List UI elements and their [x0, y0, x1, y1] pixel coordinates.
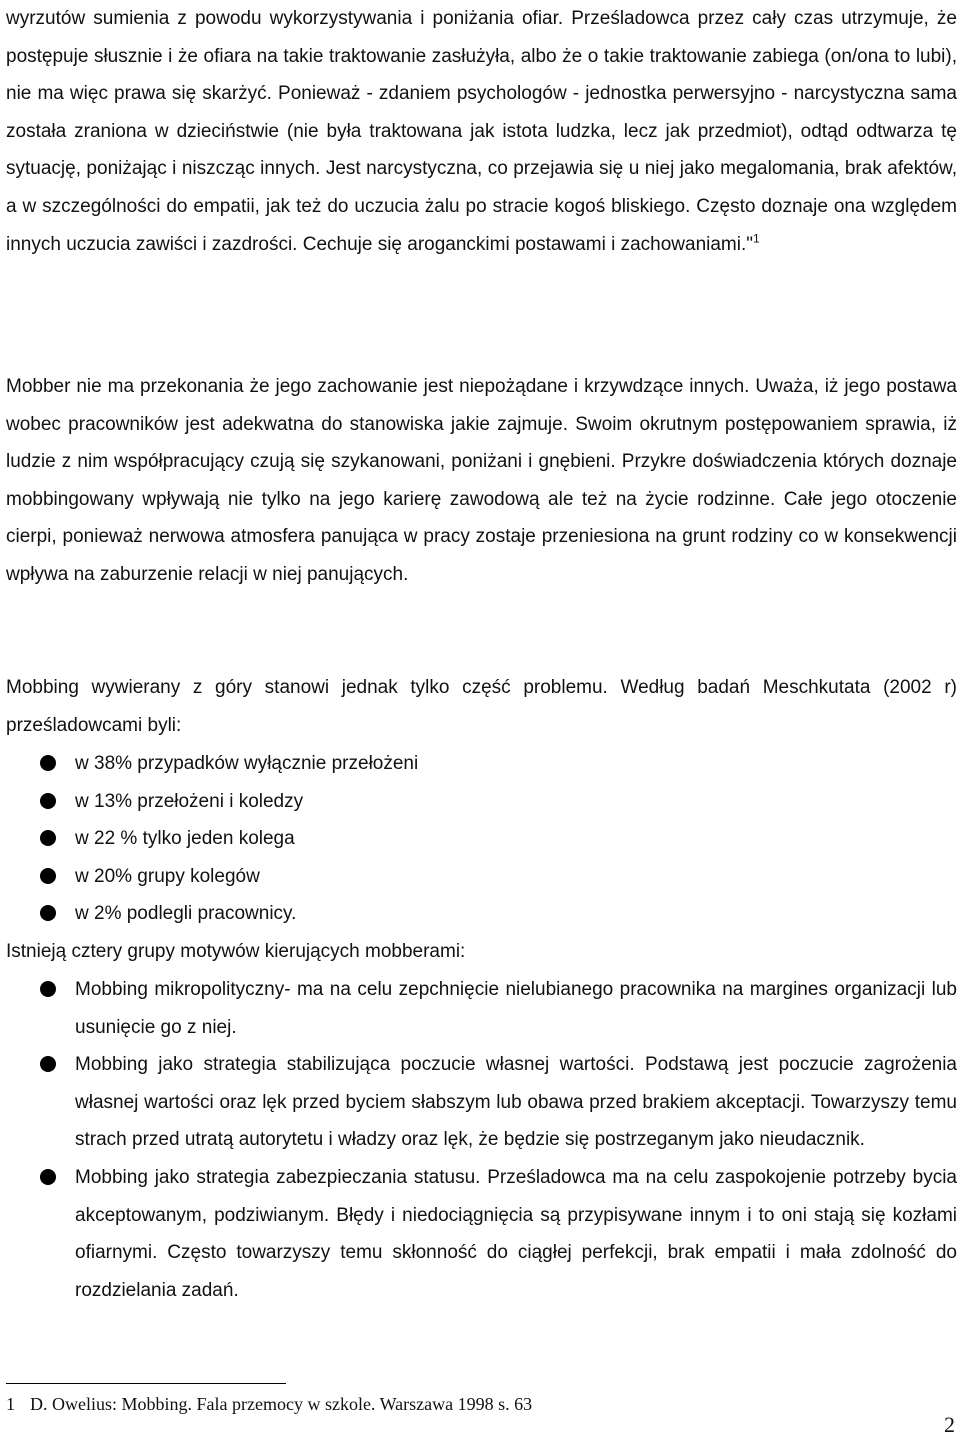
- list-item: [0, 783, 957, 821]
- list-item-text: w 20% grupy kolegów: [75, 865, 260, 887]
- paragraph-meschkutat-study: Mobbing wywierany z góry stanowi jednak tylko część problemu. Według badań Meschkutata (2002 r) prześladowcami byli:: [6, 677, 957, 736]
- list-item-text: Mobbing mikropolityczny- ma na celu zepchnięcie nielubianego pracownika na margines organizacji lub usunięcie go z niej.: [75, 979, 957, 1038]
- bullet-icon: [40, 905, 56, 921]
- list-item-text: w 38% przypadków wyłącznie przełożeni: [75, 753, 419, 774]
- bullet-icon: [40, 755, 56, 771]
- list-item: [0, 1159, 957, 1309]
- list-item-text: Mobbing jako strategia zabezpieczania statusu. Prześladowca ma na celu zaspokojenie potrzeby bycia akceptowanym, podziwianym. Błędy i niedociągnięcia są przypisywane innym i to oni stają się kozłami ofiarnymi. Często towarzyszy temu skłonność do ciągłej perfekcji, brak empatii i mała zdolność do rozdzielania zadań.: [75, 1166, 957, 1301]
- list-item: [0, 895, 957, 933]
- bullet-icon: [40, 868, 56, 884]
- paragraph-text: wyrzutów sumienia z powodu wykorzystywania i poniżania ofiar. Prześladowca przez cały czas utrzymuje, że postępuje słusznie i że ofiara na takie traktowanie zasłużyła, albo że o takie traktowanie zabiega (on/ona to lubi), nie ma więc prawa się skarżyć. Ponieważ - zdaniem psychologów - jednostka perwersyjno - narcystyczna sama została zraniona w dzieciństwie (nie była traktowana jak istota ludzka, lecz jak przedmiot), odtąd odtwarza tę sytuację, poniżając i niszcząc innych. Jest narcystyczna, co przejawia się u niej jako megalomania, brak afektów, a w szczególności do empatii, jak też do uczucia żalu po stracie kogoś bliskiego. Często doznaje ona względem innych uczucia zawiści i zazdrości. Cechuje się aroganckimi postawami i zachowaniami.": [6, 8, 957, 255]
- list-item: [0, 745, 957, 783]
- footnote-text: D. Owelius: Mobbing. Fala przemocy w szkole. Warszawa 1998 s. 63: [30, 1394, 533, 1414]
- list-item-text: Mobbing jako strategia stabilizująca poczucie własnej wartości. Podstawą jest poczucie zagrożenia własnej wartości oraz lęk przed byciem słabszym lub obawa przed brakiem akceptacji. Towarzyszy temu strach przed utratą autorytetu i władzy oraz lęk, że będzie się postrzeganym jako nieudacznik.: [75, 1054, 957, 1151]
- bullet-icon: [40, 830, 56, 846]
- paragraph-mobber-attitude: Mobber nie ma przekonania że jego zachowanie jest niepożądane i krzywdzące innych. Uważa, iż jego postawa wobec pracowników jest adekwatna do stanowiska jakie zajmuje. Swoim okrutnym postępowaniem sprawia, iż ludzie z nim współpracujący czują się szykanowani, poniżani i gnębieni. Przykre doświadczenia których doznaje mobbingowany wpływają nie tylko na jego karierę zawodową ale też na życie rodzinne. Całe jego otoczenie cierpi, ponieważ nerwowa atmosfera panująca w pracy zostaje przeniesiona na grunt rodziny co w konsekwencji wpływa na zaburzenie relacji w niej panujących.: [6, 376, 957, 585]
- perpetrators-list: [0, 745, 957, 933]
- footnote-number: 1: [6, 1394, 15, 1414]
- footnote: [6, 1392, 532, 1416]
- list-item-text: w 22 % tylko jeden kolega: [75, 828, 295, 850]
- footnote-divider: [6, 1383, 286, 1384]
- bullet-icon: [40, 793, 56, 809]
- paragraph-narcissism: [6, 0, 957, 263]
- list-item: [0, 858, 957, 896]
- bullet-icon: [40, 1056, 56, 1072]
- list-item-text: w 2% podlegli pracownicy.: [75, 903, 297, 925]
- bullet-icon: [40, 1169, 56, 1185]
- motives-list: [0, 971, 957, 1309]
- bullet-icon: [40, 981, 56, 997]
- list-item-text: w 13% przełożeni i koledzy: [75, 790, 304, 812]
- list-item: [0, 1046, 957, 1159]
- list-item: [0, 820, 957, 858]
- list-item: [0, 971, 957, 1046]
- page-number: 2: [944, 1412, 955, 1437]
- paragraph-motives-intro: Istnieją cztery grupy motywów kierujących mobberami:: [6, 941, 466, 962]
- footnote-reference: 1: [753, 231, 760, 246]
